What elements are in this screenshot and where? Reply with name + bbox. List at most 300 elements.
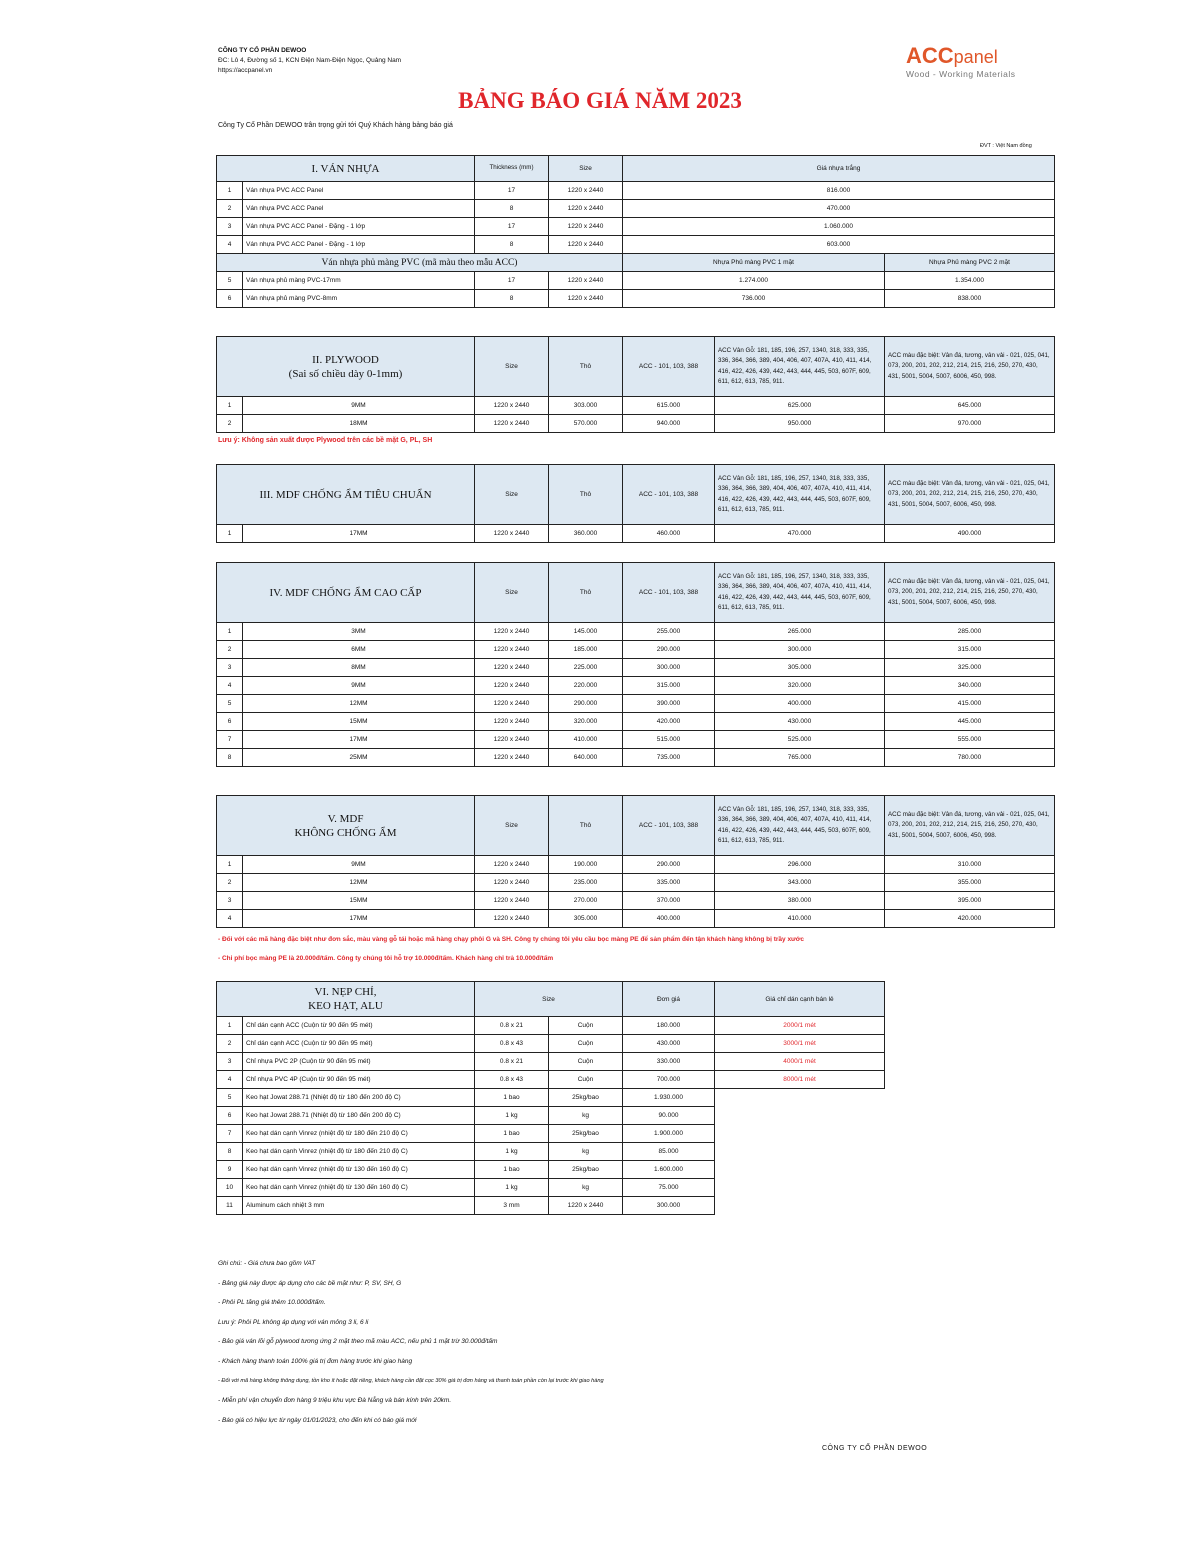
table-cell: 180.000 — [623, 1017, 715, 1035]
size-header: Size — [475, 982, 623, 1017]
table-cell — [715, 1161, 885, 1179]
table-cell: 360.000 — [549, 525, 623, 543]
table-cell: Ván nhựa phủ màng PVC-8mm — [243, 290, 475, 308]
logo-tagline: Wood - Working Materials — [906, 69, 1016, 79]
footnote: Ghi chú: - Giá chưa bao gồm VAT — [218, 1260, 316, 1267]
table-cell: 0.8 x 21 — [475, 1053, 549, 1071]
table-cell: 17 — [475, 182, 549, 200]
footnotes — [218, 1254, 604, 1430]
section-2-title: II. PLYWOOD (Sai số chiều dày 0-1mm) — [217, 337, 475, 397]
table-row — [217, 1179, 885, 1197]
footnote: - Bảng giá này được áp dụng cho các bề mặt như: P, SV, SH, G — [218, 1279, 402, 1287]
table-cell: 290.000 — [623, 856, 715, 874]
table-cell: 7 — [217, 731, 243, 749]
table-cell: 370.000 — [623, 892, 715, 910]
table-cell: 5 — [217, 272, 243, 290]
table-cell: 225.000 — [549, 659, 623, 677]
table-cell: kg — [549, 1143, 623, 1161]
thickness-header: Thickness (mm) — [475, 156, 549, 182]
table-cell: 1 kg — [475, 1143, 549, 1161]
table-cell: 3 mm — [475, 1197, 549, 1215]
table-cell: 8 — [475, 200, 549, 218]
table-cell: Keo hạt Jowat 288.71 (Nhiệt độ từ 180 đến 200 độ C) — [243, 1089, 475, 1107]
table-cell: 1220 x 2440 — [549, 218, 623, 236]
table-cell: 255.000 — [623, 623, 715, 641]
table-cell: 645.000 — [885, 397, 1055, 415]
table-cell: Keo hạt dán cạnh Vinrez (nhiệt độ từ 180 đến 210 độ C) — [243, 1125, 475, 1143]
table-cell: 1220 x 2440 — [475, 641, 549, 659]
table-cell: 9MM — [243, 677, 475, 695]
table-cell — [715, 1179, 885, 1197]
table-row — [217, 731, 1055, 749]
raw-header: Thô — [549, 796, 623, 856]
table-cell: 1220 x 2440 — [475, 659, 549, 677]
size-header: Size — [475, 465, 549, 525]
table-cell: 395.000 — [885, 892, 1055, 910]
table-cell — [715, 1125, 885, 1143]
table-cell: 235.000 — [549, 874, 623, 892]
acc-special-header: ACC màu đặc biệt: Vân đá, tương, vân vải - 021, 025, 041, 073, 200, 201, 202, 212, 214, 215, 216, 250, 270, 430, 431, 5001, 5004, 5007, 6006, 450, 998. — [885, 465, 1055, 525]
table-cell: 1220 x 2440 — [549, 1197, 623, 1215]
table-cell: 8000/1 mét — [715, 1071, 885, 1089]
table-cell — [715, 1143, 885, 1161]
table-cell: 3 — [217, 892, 243, 910]
table-cell: 1220 x 2440 — [475, 749, 549, 767]
plywood-note: Lưu ý: Không sản xuất được Plywood trên các bề mặt G, PL, SH — [218, 437, 433, 444]
table-cell: 570.000 — [549, 415, 623, 433]
table-cell: 3000/1 mét — [715, 1035, 885, 1053]
table-row — [217, 910, 1055, 928]
table-cell: 2 — [217, 415, 243, 433]
table-row — [217, 415, 1055, 433]
table-row — [217, 713, 1055, 731]
table-cell: 6 — [217, 713, 243, 731]
table-cell: 90.000 — [623, 1107, 715, 1125]
intro-text: Công Ty Cổ Phần DEWOO trân trọng gửi tới Quý Khách hàng bảng báo giá — [218, 122, 453, 129]
table-cell: 603.000 — [623, 236, 1055, 254]
acc-wood-header: ACC Vân Gỗ: 181, 185, 196, 257, 1340, 318, 333, 335, 336, 364, 366, 389, 404, 406, 407, 407A, 410, 411, 414, 416, 422, 426, 439, 442, 443, 444, 445, 503, 607F, 609, 611, 612, 613, 785, 911. — [715, 563, 885, 623]
table-cell: 780.000 — [885, 749, 1055, 767]
table-cell: 420.000 — [623, 713, 715, 731]
retail-price-header: Giá chỉ dán cạnh bán lẻ — [715, 982, 885, 1017]
table-cell: 1220 x 2440 — [549, 182, 623, 200]
section-2-table — [216, 336, 1055, 433]
acc-wood-header: ACC Vân Gỗ: 181, 185, 196, 257, 1340, 318, 333, 335, 336, 364, 366, 389, 404, 406, 407, 407A, 410, 411, 414, 416, 422, 426, 439, 442, 443, 444, 445, 503, 607F, 609, 611, 612, 613, 785, 911. — [715, 465, 885, 525]
table-cell: 75.000 — [623, 1179, 715, 1197]
table-cell: 445.000 — [885, 713, 1055, 731]
table-cell: 8 — [217, 749, 243, 767]
table-cell: 2 — [217, 1035, 243, 1053]
table-cell: Keo hạt dán cạnh Vinrez (nhiệt độ từ 180 đến 210 độ C) — [243, 1143, 475, 1161]
page-title: BẢNG BÁO GIÁ NĂM 2023 — [458, 88, 742, 113]
table-row — [217, 623, 1055, 641]
table-cell: 17 — [475, 272, 549, 290]
table-cell: 625.000 — [715, 397, 885, 415]
table-row — [217, 200, 1055, 218]
company-header — [218, 46, 401, 76]
table-cell: Chỉ nhựa PVC 2P (Cuộn từ 90 đến 95 mét) — [243, 1053, 475, 1071]
table-cell: 400.000 — [623, 910, 715, 928]
table-cell: 735.000 — [623, 749, 715, 767]
table-cell: Chỉ nhựa PVC 4P (Cuộn từ 90 đến 95 mét) — [243, 1071, 475, 1089]
table-row — [217, 218, 1055, 236]
table-cell: 4000/1 mét — [715, 1053, 885, 1071]
table-cell: 6 — [217, 290, 243, 308]
table-cell: Keo hạt dán cạnh Vinrez (nhiệt độ từ 130 đến 160 độ C) — [243, 1179, 475, 1197]
footnote: - Khách hàng thanh toán 100% giá trị đơn hàng trước khi giao hàng — [218, 1357, 413, 1365]
table-cell: 1220 x 2440 — [549, 272, 623, 290]
footnote: - Phôi PL tăng giá thêm 10.000đ/tấm. — [218, 1299, 326, 1307]
table-cell: 9MM — [243, 397, 475, 415]
table-cell: Cuộn — [549, 1035, 623, 1053]
table-cell: 400.000 — [715, 695, 885, 713]
footnote: Lưu ý: Phôi PL không áp dụng với ván mỏng 3 li, 6 li — [218, 1318, 369, 1326]
table-cell: 12MM — [243, 874, 475, 892]
acc-basic-header: ACC - 101, 103, 388 — [623, 337, 715, 397]
table-cell: 1.274.000 — [623, 272, 885, 290]
table-cell: 25kg/bao — [549, 1089, 623, 1107]
footnote: - Miễn phí vận chuyển đơn hàng 9 triệu khu vực Đà Nẵng và bán kính trên 20km. — [218, 1397, 452, 1405]
size-header: Size — [475, 563, 549, 623]
section-6-title: VI. NẸP CHỈ, KEO HẠT, ALU — [217, 982, 475, 1017]
table-cell: 315.000 — [885, 641, 1055, 659]
signature: CÔNG TY CỔ PHẦN DEWOO — [822, 1445, 928, 1452]
table-cell: 3 — [217, 659, 243, 677]
table-cell: 470.000 — [715, 525, 885, 543]
table-cell: 1.900.000 — [623, 1125, 715, 1143]
table-cell: 816.000 — [623, 182, 1055, 200]
acc-basic-header: ACC - 101, 103, 388 — [623, 796, 715, 856]
table-cell: 410.000 — [549, 731, 623, 749]
table-cell: 490.000 — [885, 525, 1055, 543]
pvc-one-side-header: Nhựa Phủ màng PVC 1 mặt — [623, 254, 885, 272]
table-row — [217, 182, 1055, 200]
size-header: Size — [475, 337, 549, 397]
table-cell: 4 — [217, 236, 243, 254]
table-cell: 1.060.000 — [623, 218, 1055, 236]
table-cell: 1 — [217, 182, 243, 200]
table-cell: Ván nhựa PVC ACC Panel — [243, 182, 475, 200]
table-cell: 1 — [217, 397, 243, 415]
table-row — [217, 659, 1055, 677]
table-cell: 3MM — [243, 623, 475, 641]
section-3-table — [216, 464, 1055, 543]
table-cell: 430.000 — [715, 713, 885, 731]
footnote: - Báo giá có hiệu lực từ ngày 01/01/2023, cho đến khi có báo giá mới — [218, 1416, 417, 1424]
table-cell: 320.000 — [715, 677, 885, 695]
table-row — [217, 272, 1055, 290]
table-cell: 970.000 — [885, 415, 1055, 433]
table-cell: 325.000 — [885, 659, 1055, 677]
table-cell: 17 — [475, 218, 549, 236]
table-cell: 310.000 — [885, 856, 1055, 874]
table-cell: 343.000 — [715, 874, 885, 892]
table-cell: 296.000 — [715, 856, 885, 874]
table-cell: Chỉ dán cạnh ACC (Cuộn từ 90 đến 95 mét) — [243, 1017, 475, 1035]
pe-note-2: - Chi phí bọc màng PE là 20.000đ/tấm. Công ty chúng tôi hỗ trợ 10.000đ/tấm. Khách hàng chỉ trả 10.000đ/tấm — [218, 955, 554, 962]
table-cell: Ván nhựa PVC ACC Panel — [243, 200, 475, 218]
table-cell: 380.000 — [715, 892, 885, 910]
table-cell: 9MM — [243, 856, 475, 874]
acc-panel-logo — [906, 43, 1041, 84]
table-cell: 1220 x 2440 — [475, 874, 549, 892]
table-cell: 25kg/bao — [549, 1161, 623, 1179]
table-cell: 7 — [217, 1125, 243, 1143]
table-cell: Cuộn — [549, 1017, 623, 1035]
pvc-two-side-header: Nhựa Phủ màng PVC 2 mặt — [885, 254, 1055, 272]
table-cell: 2 — [217, 874, 243, 892]
raw-header: Thô — [549, 563, 623, 623]
white-price-header: Giá nhựa trắng — [623, 156, 1055, 182]
table-cell: 25kg/bao — [549, 1125, 623, 1143]
table-cell: 2 — [217, 200, 243, 218]
table-cell: 1.600.000 — [623, 1161, 715, 1179]
table-cell: 640.000 — [549, 749, 623, 767]
table-row — [217, 749, 1055, 767]
section-5-table — [216, 795, 1055, 928]
table-row — [217, 1035, 885, 1053]
table-cell: 290.000 — [623, 641, 715, 659]
table-cell: 1220 x 2440 — [549, 290, 623, 308]
table-cell: 420.000 — [885, 910, 1055, 928]
company-name: CÔNG TY CỔ PHẦN DEWOO — [218, 47, 307, 54]
footnote: - Đối với mã hàng không thông dụng, tồn kho ít hoặc đặt riêng, khách hàng cần đặt cọc 30% giá trị đơn hàng và thanh toán phần còn lại trước khi giao hàng — [218, 1377, 604, 1384]
table-row — [217, 1053, 885, 1071]
table-cell: 390.000 — [623, 695, 715, 713]
acc-basic-header: ACC - 101, 103, 388 — [623, 563, 715, 623]
table-cell: 25MM — [243, 749, 475, 767]
table-cell: 765.000 — [715, 749, 885, 767]
table-row — [217, 1161, 885, 1179]
unit-price-header: Đơn giá — [623, 982, 715, 1017]
table-row — [217, 236, 1055, 254]
table-row — [217, 677, 1055, 695]
table-cell: 838.000 — [885, 290, 1055, 308]
table-cell: 303.000 — [549, 397, 623, 415]
table-cell: 4 — [217, 1071, 243, 1089]
section-6-table — [216, 981, 885, 1215]
table-cell: 18MM — [243, 415, 475, 433]
table-cell: 1220 x 2440 — [475, 695, 549, 713]
table-cell — [715, 1107, 885, 1125]
table-cell: 6MM — [243, 641, 475, 659]
table-cell: Ván nhựa phủ màng PVC-17mm — [243, 272, 475, 290]
company-website[interactable]: https://accpanel.vn — [218, 67, 273, 74]
table-cell: Keo hạt dán cạnh Vinrez (nhiệt độ từ 130 đến 160 độ C) — [243, 1161, 475, 1179]
table-cell: 4 — [217, 910, 243, 928]
table-row — [217, 1107, 885, 1125]
acc-wood-header: ACC Vân Gỗ: 181, 185, 196, 257, 1340, 318, 333, 335, 336, 364, 366, 389, 404, 406, 407, 407A, 410, 411, 414, 416, 422, 426, 439, 442, 443, 444, 445, 503, 607F, 609, 611, 612, 613, 785, 911. — [715, 337, 885, 397]
table-cell: 5 — [217, 695, 243, 713]
table-cell: 950.000 — [715, 415, 885, 433]
table-cell: 15MM — [243, 892, 475, 910]
table-cell: 700.000 — [623, 1071, 715, 1089]
table-cell: 185.000 — [549, 641, 623, 659]
table-row — [217, 1089, 885, 1107]
table-cell: 305.000 — [715, 659, 885, 677]
table-cell: 2 — [217, 641, 243, 659]
section-1-table — [216, 155, 1055, 308]
table-cell: 0.8 x 43 — [475, 1071, 549, 1089]
table-cell: 300.000 — [623, 659, 715, 677]
section-3-title: III. MDF CHỐNG ẨM TIÊU CHUẨN — [217, 465, 475, 525]
section-4-table — [216, 562, 1055, 767]
table-cell: 285.000 — [885, 623, 1055, 641]
table-cell: 17MM — [243, 910, 475, 928]
table-cell: 9 — [217, 1161, 243, 1179]
section-5-title: V. MDF KHÔNG CHỐNG ẨM — [217, 796, 475, 856]
table-cell: 1 kg — [475, 1107, 549, 1125]
table-cell: Cuộn — [549, 1071, 623, 1089]
table-cell: 355.000 — [885, 874, 1055, 892]
table-cell: 220.000 — [549, 677, 623, 695]
table-cell: 1 bao — [475, 1161, 549, 1179]
acc-special-header: ACC màu đặc biệt: Vân đá, tương, vân vải - 021, 025, 041, 073, 200, 201, 202, 212, 214, 215, 216, 250, 270, 430, 431, 5001, 5004, 5007, 6006, 450, 998. — [885, 337, 1055, 397]
table-cell: 1.930.000 — [623, 1089, 715, 1107]
table-cell: 190.000 — [549, 856, 623, 874]
pe-note-1: - Đối với các mã hàng đặc biệt như đơn sắc, màu vàng gỗ tái hoặc mã hàng chạy phôi G và SH. Công ty chúng tôi yêu cầu bọc màng PE để sản phẩm đến tận khách hàng không bị trầy xước — [218, 936, 804, 943]
unit-text: ĐVT : Việt Nam đồng — [980, 143, 1032, 149]
table-cell: 1.354.000 — [885, 272, 1055, 290]
table-cell: 3 — [217, 1053, 243, 1071]
table-cell: 415.000 — [885, 695, 1055, 713]
table-cell: 1220 x 2440 — [475, 731, 549, 749]
table-cell: 290.000 — [549, 695, 623, 713]
table-cell: 615.000 — [623, 397, 715, 415]
table-row — [217, 874, 1055, 892]
table-cell: 1220 x 2440 — [475, 415, 549, 433]
table-cell: 0.8 x 43 — [475, 1035, 549, 1053]
table-cell: 3 — [217, 218, 243, 236]
acc-special-header: ACC màu đặc biệt: Vân đá, tương, vân vải - 021, 025, 041, 073, 200, 201, 202, 212, 214, 215, 216, 250, 270, 430, 431, 5001, 5004, 5007, 6006, 450, 998. — [885, 563, 1055, 623]
table-cell: Ván nhựa PVC ACC Panel - Đặng - 1 lớp — [243, 236, 475, 254]
table-row — [217, 1017, 885, 1035]
table-cell: Ván nhựa PVC ACC Panel - Đặng - 1 lớp — [243, 218, 475, 236]
table-cell: 265.000 — [715, 623, 885, 641]
table-cell: 320.000 — [549, 713, 623, 731]
table-cell — [715, 1197, 885, 1215]
table-cell — [715, 1089, 885, 1107]
table-cell: 0.8 x 21 — [475, 1017, 549, 1035]
table-cell: 525.000 — [715, 731, 885, 749]
table-row — [217, 1197, 885, 1215]
table-row — [217, 856, 1055, 874]
table-cell: 17MM — [243, 731, 475, 749]
section-4-title: IV. MDF CHỐNG ẨM CAO CẤP — [217, 563, 475, 623]
acc-wood-header: ACC Vân Gỗ: 181, 185, 196, 257, 1340, 318, 333, 335, 336, 364, 366, 389, 404, 406, 407, 407A, 410, 411, 414, 416, 422, 426, 439, 442, 443, 444, 445, 503, 607F, 609, 611, 612, 613, 785, 911. — [715, 796, 885, 856]
table-cell: Cuộn — [549, 1053, 623, 1071]
table-cell: 1220 x 2440 — [475, 525, 549, 543]
table-cell: 1220 x 2440 — [475, 397, 549, 415]
size-header: Size — [475, 796, 549, 856]
table-cell: 1220 x 2440 — [475, 623, 549, 641]
table-cell: Chỉ dán cạnh ACC (Cuộn từ 90 đến 95 mét) — [243, 1035, 475, 1053]
table-cell: 555.000 — [885, 731, 1055, 749]
raw-header: Thô — [549, 465, 623, 525]
table-cell: 1220 x 2440 — [475, 856, 549, 874]
table-cell: 1 — [217, 856, 243, 874]
table-row — [217, 695, 1055, 713]
table-cell: 430.000 — [623, 1035, 715, 1053]
table-cell: 145.000 — [549, 623, 623, 641]
table-cell: 300.000 — [623, 1197, 715, 1215]
table-cell: Aluminum cách nhiệt 3 mm — [243, 1197, 475, 1215]
table-row — [217, 397, 1055, 415]
table-cell: 330.000 — [623, 1053, 715, 1071]
acc-special-header: ACC màu đặc biệt: Vân đá, tương, vân vải - 021, 025, 041, 073, 200, 201, 202, 212, 214, 215, 216, 250, 270, 430, 431, 5001, 5004, 5007, 6006, 450, 998. — [885, 796, 1055, 856]
table-cell: 1220 x 2440 — [549, 236, 623, 254]
pvc-subheader: Ván nhựa phủ màng PVC (mã màu theo mẫu ACC) — [217, 254, 623, 272]
table-cell: 1 bao — [475, 1125, 549, 1143]
table-cell: 8MM — [243, 659, 475, 677]
table-cell: 85.000 — [623, 1143, 715, 1161]
table-cell: 17MM — [243, 525, 475, 543]
company-address: ĐC: Lô 4, Đường số 1, KCN Điện Nam-Điện Ngọc, Quảng Nam — [218, 57, 402, 64]
table-row — [217, 892, 1055, 910]
table-cell: 410.000 — [715, 910, 885, 928]
table-cell: 1 — [217, 1017, 243, 1035]
table-cell: 8 — [217, 1143, 243, 1161]
table-cell: 1220 x 2440 — [475, 892, 549, 910]
table-cell: 470.000 — [623, 200, 1055, 218]
logo-panel-text: panel — [953, 47, 998, 67]
table-cell: 1 kg — [475, 1179, 549, 1197]
table-cell: 1220 x 2440 — [475, 677, 549, 695]
table-cell: 12MM — [243, 695, 475, 713]
table-cell: 11 — [217, 1197, 243, 1215]
footnote: - Bảo giá ván lõi gỗ plywood tương ứng 2 mặt theo mã màu ACC, nếu phủ 1 mặt trừ 30.000đ/tấm — [218, 1338, 498, 1346]
acc-basic-header: ACC - 101, 103, 388 — [623, 465, 715, 525]
table-cell: 6 — [217, 1107, 243, 1125]
table-cell: kg — [549, 1179, 623, 1197]
table-cell: 1 — [217, 525, 243, 543]
table-cell: 736.000 — [623, 290, 885, 308]
table-row — [217, 1143, 885, 1161]
table-cell: 340.000 — [885, 677, 1055, 695]
size-header: Size — [549, 156, 623, 182]
table-cell: 8 — [475, 236, 549, 254]
table-cell: 8 — [475, 290, 549, 308]
table-cell: 10 — [217, 1179, 243, 1197]
table-cell: 1 bao — [475, 1089, 549, 1107]
section-1-title: I. VÁN NHỰA — [217, 156, 475, 182]
table-row — [217, 290, 1055, 308]
table-cell: 1220 x 2440 — [475, 910, 549, 928]
table-cell: 270.000 — [549, 892, 623, 910]
table-cell: 305.000 — [549, 910, 623, 928]
table-cell: 335.000 — [623, 874, 715, 892]
table-cell: 1 — [217, 623, 243, 641]
table-cell: 460.000 — [623, 525, 715, 543]
table-row — [217, 641, 1055, 659]
table-cell: Keo hạt Jowat 288.71 (Nhiệt độ từ 180 đến 200 độ C) — [243, 1107, 475, 1125]
table-cell: 4 — [217, 677, 243, 695]
table-cell: kg — [549, 1107, 623, 1125]
table-cell: 300.000 — [715, 641, 885, 659]
table-cell: 1220 x 2440 — [475, 713, 549, 731]
table-row — [217, 525, 1055, 543]
raw-header: Thô — [549, 337, 623, 397]
table-cell: 2000/1 mét — [715, 1017, 885, 1035]
table-cell: 315.000 — [623, 677, 715, 695]
table-cell: 5 — [217, 1089, 243, 1107]
table-cell: 15MM — [243, 713, 475, 731]
table-cell: 940.000 — [623, 415, 715, 433]
table-cell: 1220 x 2440 — [549, 200, 623, 218]
table-cell: 515.000 — [623, 731, 715, 749]
logo-acc-text: ACC — [906, 43, 954, 68]
table-row — [217, 1071, 885, 1089]
